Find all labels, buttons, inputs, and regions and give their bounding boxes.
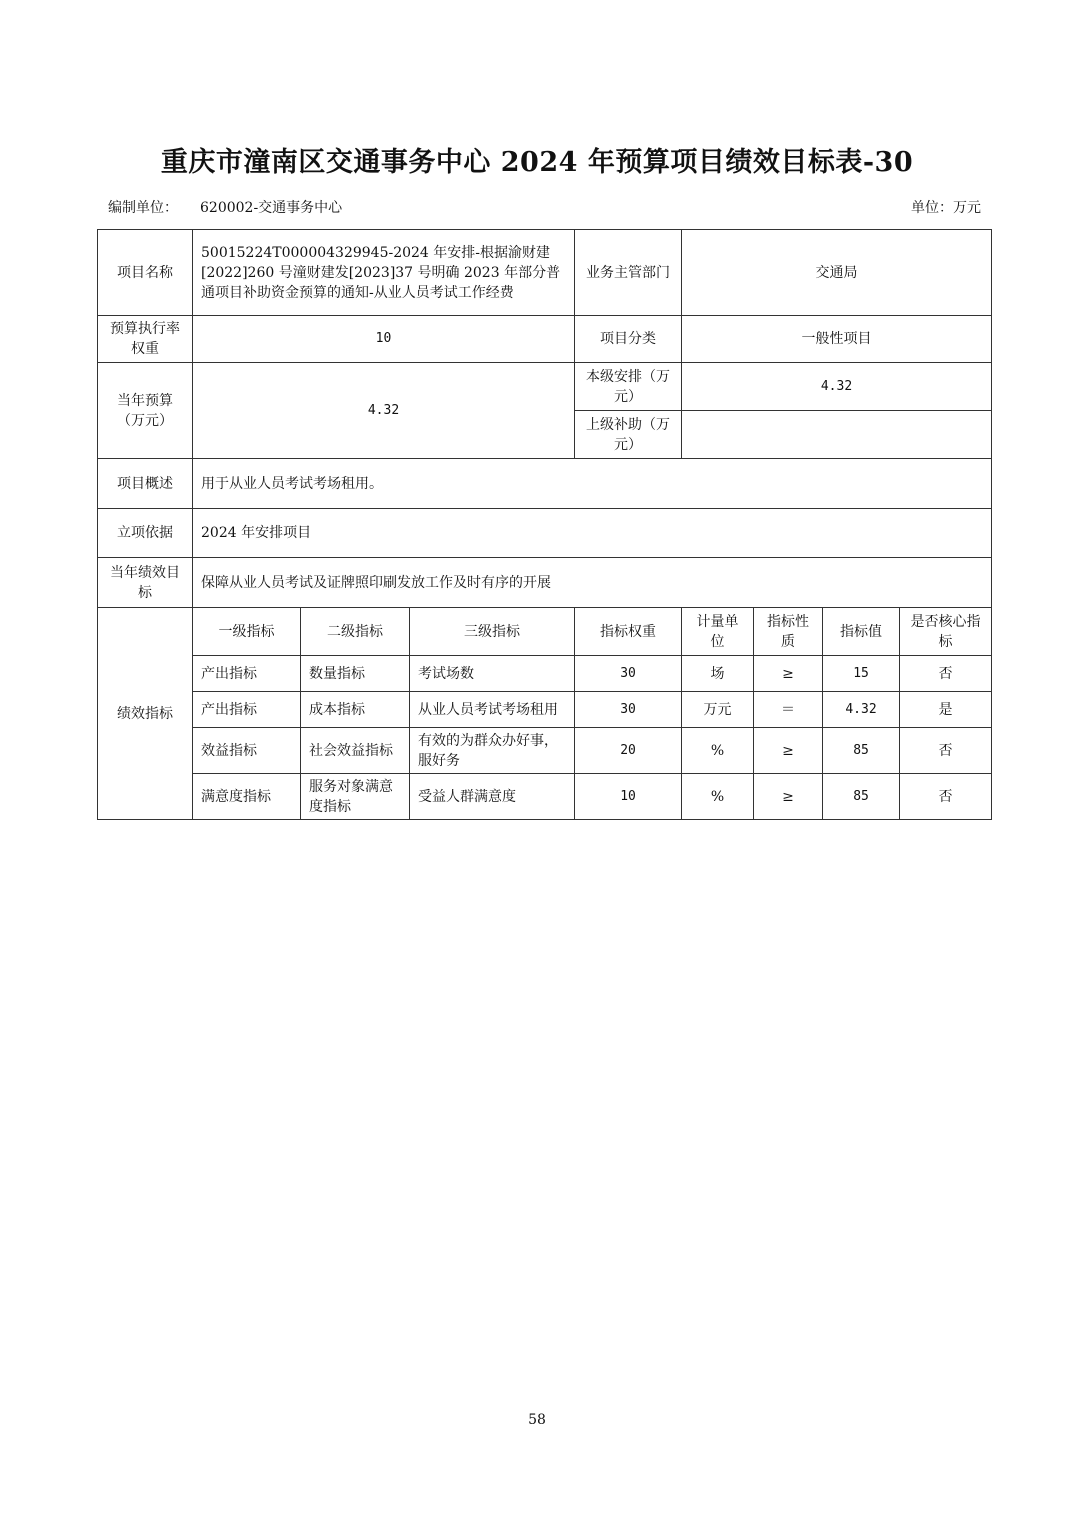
cell-level3: 从业人员考试考场租用 [410,692,575,728]
cell-level3: 受益人群满意度 [410,774,575,820]
table-row [98,728,992,774]
unit-label: 单位：万元 [911,200,981,216]
project-name-label: 项目名称 [98,230,193,316]
org-label: 编制单位： [108,200,178,216]
cell-unit: 场 [682,656,754,692]
local-label: 本级安排（万元） [575,363,682,411]
cell-core: 是 [900,692,992,728]
cell-nature: ≥ [754,774,823,820]
cell-level2: 成本指标 [301,692,410,728]
org-value: 620002-交通事务中心 [200,200,343,216]
category-value: 一般性项目 [682,316,992,363]
header-level1: 一级指标 [193,608,301,656]
cell-unit: % [682,774,754,820]
cell-level2: 服务对象满意度指标 [301,774,410,820]
cell-level1: 满意度指标 [193,774,301,820]
cell-weight: 30 [575,692,682,728]
cell-level3: 考试场数 [410,656,575,692]
subsidy-label: 上级补助（万元） [575,411,682,459]
cell-core: 否 [900,728,992,774]
page-number: 58 [528,1412,546,1428]
org-info [108,197,342,217]
header-level3: 三级指标 [410,608,575,656]
basis-label: 立项依据 [98,509,193,558]
table-row [98,774,992,820]
table-row [98,656,992,692]
cell-weight: 30 [575,656,682,692]
overview-value: 用于从业人员考试考场租用。 [193,459,992,509]
header-core: 是否核心指标 [900,608,992,656]
cell-value: 85 [823,774,900,820]
cell-level1: 效益指标 [193,728,301,774]
project-name-value: 50015224T000004329945-2024 年安排-根据渝财建[2022]260 号潼财建发[2023]37 号明确 2023 年部分普通项目补助资金预算的通知-从业人员考试工作经费 [193,230,575,316]
cell-level1: 产出指标 [193,692,301,728]
budget-value: 4.32 [193,363,575,459]
cell-value: 85 [823,728,900,774]
header-unit: 计量单位 [682,608,754,656]
cell-level3: 有效的为群众办好事，服好务 [410,728,575,774]
header-nature: 指标性质 [754,608,823,656]
cell-core: 否 [900,774,992,820]
budget-label: 当年预算（万元） [98,363,193,459]
cell-weight: 20 [575,728,682,774]
cell-nature: ≥ [754,728,823,774]
goal-value: 保障从业人员考试及证牌照印刷发放工作及时有序的开展 [193,558,992,608]
cell-nature: ≥ [754,656,823,692]
table-row [98,692,992,728]
overview-label: 项目概述 [98,459,193,509]
indicators-label: 绩效指标 [98,608,193,820]
cell-unit: % [682,728,754,774]
cell-level1: 产出指标 [193,656,301,692]
cell-level2: 数量指标 [301,656,410,692]
dept-label: 业务主管部门 [575,230,682,316]
cell-value: 4.32 [823,692,900,728]
basis-value: 2024 年安排项目 [193,509,992,558]
cell-core: 否 [900,656,992,692]
exec-weight-value: 10 [193,316,575,363]
cell-unit: 万元 [682,692,754,728]
cell-weight: 10 [575,774,682,820]
local-value: 4.32 [682,363,992,411]
exec-weight-label: 预算执行率权重 [98,316,193,363]
category-label: 项目分类 [575,316,682,363]
goal-label: 当年绩效目标 [98,558,193,608]
cell-value: 15 [823,656,900,692]
performance-table [97,229,992,820]
header-level2: 二级指标 [301,608,410,656]
cell-nature: ＝ [754,692,823,728]
page-title: 重庆市潼南区交通事务中心 2024 年预算项目绩效目标表-30 [160,147,914,178]
header-value: 指标值 [823,608,900,656]
subsidy-value [682,411,992,459]
cell-level2: 社会效益指标 [301,728,410,774]
dept-value: 交通局 [682,230,992,316]
header-weight: 指标权重 [575,608,682,656]
